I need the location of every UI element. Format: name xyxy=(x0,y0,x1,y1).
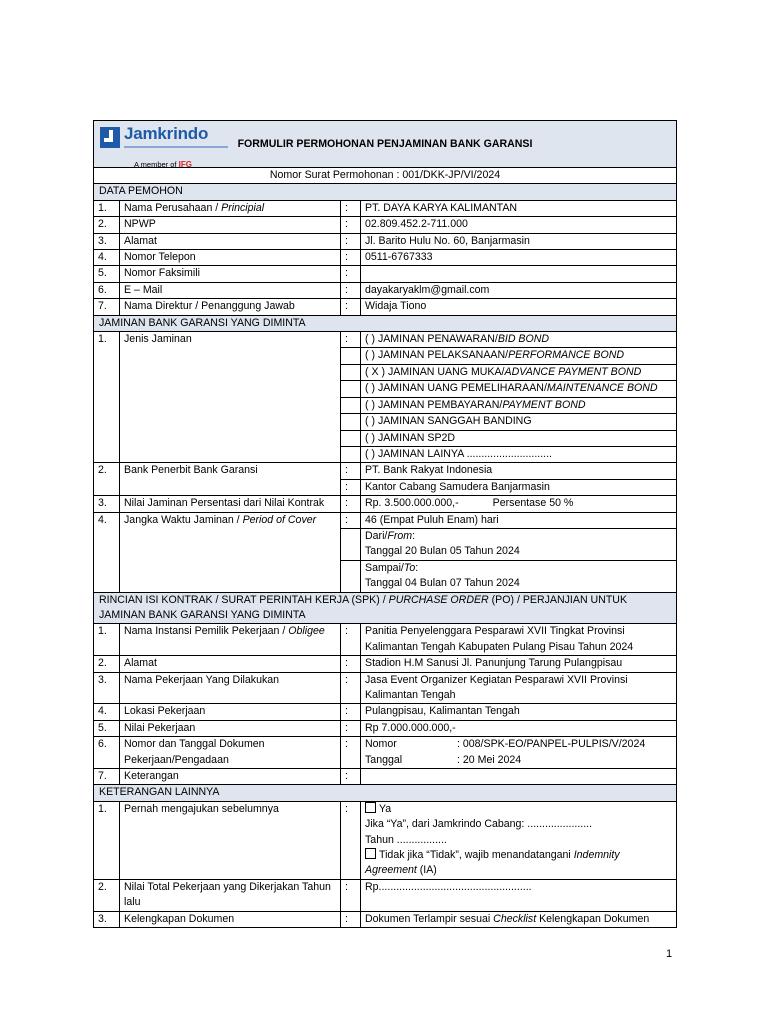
field-value[interactable]: Jasa Event Organizer Kegiatan Pesparawi XVII Provinsi Kalimantan Tengah xyxy=(361,672,677,704)
colon: : xyxy=(341,463,361,479)
colon: : xyxy=(341,737,361,769)
section-rincian xyxy=(94,592,677,624)
field-value[interactable] xyxy=(361,737,677,769)
table-row xyxy=(94,720,677,736)
table-row xyxy=(94,704,677,720)
table-row xyxy=(94,656,677,672)
field-value[interactable]: Dokumen Terlampir sesuai Checklist Kelengkapan Dokumen xyxy=(361,911,677,927)
field-value[interactable]: Pulangpisau, Kalimantan Tengah xyxy=(361,704,677,720)
section-keterangan xyxy=(94,785,677,801)
colon-empty xyxy=(341,446,361,462)
colon-empty xyxy=(341,414,361,430)
field-label: Nomor dan Tanggal Dokumen Pekerjaan/Pengadaan xyxy=(120,737,341,769)
row-number: 3. xyxy=(94,911,120,927)
colon-empty xyxy=(341,381,361,397)
colon: : xyxy=(341,720,361,736)
colon: : xyxy=(341,656,361,672)
row-number: 7. xyxy=(94,769,120,785)
field-label: Alamat xyxy=(120,233,341,249)
persentase-value: Persentase 50 % xyxy=(492,497,574,510)
section-data-pemohon xyxy=(94,184,677,200)
row-number: 1. xyxy=(94,332,120,463)
field-label: Nomor Faksimili xyxy=(120,266,341,282)
tidak-option[interactable]: Tidak jika “Tidak”, wajib menandatangani Indemnity Agreement (IA) xyxy=(365,849,620,877)
colon: : xyxy=(341,911,361,927)
tanggal-line: Tanggal : 20 Mei 2024 xyxy=(365,753,522,766)
jaminan-option[interactable]: ( ) JAMINAN PEMBAYARAN/PAYMENT BOND xyxy=(361,397,677,413)
colon: : xyxy=(341,299,361,315)
section-title: KETERANGAN LAINNYA xyxy=(94,785,677,801)
field-label: NPWP xyxy=(120,217,341,233)
field-value[interactable]: dayakaryaklm@gmail.com xyxy=(361,282,677,298)
table-row xyxy=(94,200,677,216)
field-label: Alamat xyxy=(120,656,341,672)
table-row xyxy=(94,737,677,769)
row-number: 2. xyxy=(94,463,120,496)
field-label: Nama Pekerjaan Yang Dilakukan xyxy=(120,672,341,704)
table-row xyxy=(94,250,677,266)
field-label: Nilai Pekerjaan xyxy=(120,720,341,736)
colon: : xyxy=(341,624,361,656)
jaminan-option[interactable]: ( ) JAMINAN UANG PEMELIHARAAN/MAINTENANCE BOND xyxy=(361,381,677,397)
table-row xyxy=(94,233,677,249)
jaminan-option[interactable]: ( ) JAMINAN SANGGAH BANDING xyxy=(361,414,677,430)
nomor-surat-row xyxy=(94,168,677,184)
section-title: JAMINAN BANK GARANSI YANG DIMINTA xyxy=(94,315,677,331)
jaminan-option[interactable]: ( ) JAMINAN PELAKSANAAN/PERFORMANCE BOND xyxy=(361,348,677,364)
row-number: 2. xyxy=(94,217,120,233)
colon: : xyxy=(341,479,361,495)
field-label: Pernah mengajukan sebelumnya xyxy=(120,801,341,879)
table-row xyxy=(94,512,677,528)
colon-empty xyxy=(341,528,361,560)
field-label: Nama Direktur / Penanggung Jawab xyxy=(120,299,341,315)
table-row xyxy=(94,282,677,298)
row-number: 4. xyxy=(94,250,120,266)
colon-empty xyxy=(341,348,361,364)
row-number: 5. xyxy=(94,720,120,736)
row-number: 7. xyxy=(94,299,120,315)
tahun-line[interactable]: Tahun ................. xyxy=(365,833,447,846)
field-value[interactable]: Stadion H.M Sanusi Jl. Panunjung Tarung Pulangpisau xyxy=(361,656,677,672)
form-title: FORMULIR PERMOHONAN PENJAMINAN BANK GARANSI xyxy=(237,138,533,150)
field-label: Jangka Waktu Jaminan / Period of Cover xyxy=(120,512,341,592)
sampai-value[interactable]: Sampai/To: Tanggal 04 Bulan 07 Tahun 2024 xyxy=(361,560,677,592)
row-number: 2. xyxy=(94,879,120,911)
field-label: Nama Instansi Pemilik Pekerjaan / Obligee xyxy=(120,624,341,656)
field-value[interactable]: Widaja Tiono xyxy=(361,299,677,315)
colon: : xyxy=(341,266,361,282)
field-value[interactable] xyxy=(361,769,677,785)
field-value[interactable]: 46 (Empat Puluh Enam) hari xyxy=(361,512,677,528)
ifg-brand: IFG xyxy=(178,160,192,168)
field-label: Lokasi Pekerjaan xyxy=(120,704,341,720)
table-row xyxy=(94,879,677,911)
tidak-checkbox[interactable] xyxy=(365,848,376,859)
colon-empty xyxy=(341,397,361,413)
colon-empty xyxy=(341,560,361,592)
table-row xyxy=(94,496,677,512)
row-number: 6. xyxy=(94,737,120,769)
table-row xyxy=(94,332,677,348)
row-number: 4. xyxy=(94,704,120,720)
field-label: Nilai Jaminan Persentasi dari Nilai Kontrak xyxy=(120,496,341,512)
table-row xyxy=(94,463,677,479)
colon: : xyxy=(341,233,361,249)
row-number: 3. xyxy=(94,672,120,704)
colon: : xyxy=(341,512,361,528)
row-number: 6. xyxy=(94,282,120,298)
jika-ya-line[interactable]: Jika “Ya”, dari Jamkrindo Cabang: ...................... xyxy=(365,818,593,831)
field-value[interactable]: Rp.................................................... xyxy=(361,879,677,911)
colon: : xyxy=(341,879,361,911)
row-number: 4. xyxy=(94,512,120,592)
section-title: DATA PEMOHON xyxy=(94,184,677,200)
table-row xyxy=(94,624,677,656)
field-value[interactable]: PT. Bank Rakyat Indonesia xyxy=(361,463,677,479)
colon: : xyxy=(341,704,361,720)
row-number: 2. xyxy=(94,656,120,672)
colon: : xyxy=(341,769,361,785)
row-number: 5. xyxy=(94,266,120,282)
section-jaminan xyxy=(94,315,677,331)
field-value[interactable]: Rp. 3.500.000.000,- Persentase 50 % xyxy=(361,496,677,512)
table-row xyxy=(94,266,677,282)
dari-value[interactable]: Dari/From: Tanggal 20 Bulan 05 Tahun 2024 xyxy=(361,528,677,560)
field-value[interactable]: Jl. Barito Hulu No. 60, Banjarmasin xyxy=(361,233,677,249)
row-number: 1. xyxy=(94,200,120,216)
nomor-line: Nomor : 008/SPK-EO/PANPEL-PULPIS/V/2024 xyxy=(365,738,646,751)
colon: : xyxy=(341,250,361,266)
field-value[interactable]: Rp 7.000.000.000,- xyxy=(361,720,677,736)
field-label: Nomor Telepon xyxy=(120,250,341,266)
colon: : xyxy=(341,282,361,298)
jaminan-option[interactable]: ( ) JAMINAN LAINYA ............................. xyxy=(361,446,677,462)
field-value[interactable]: PT. DAYA KARYA KALIMANTAN xyxy=(361,200,677,216)
member-of-text: A member of xyxy=(134,160,177,168)
colon-empty xyxy=(341,430,361,446)
ya-option[interactable]: Ya xyxy=(365,802,672,817)
table-row xyxy=(94,217,677,233)
form-header-row xyxy=(94,121,677,168)
field-value[interactable] xyxy=(361,266,677,282)
application-form-table xyxy=(93,120,677,928)
form-header xyxy=(94,121,677,168)
row-number: 3. xyxy=(94,233,120,249)
field-label: Nama Perusahaan / Principial xyxy=(120,200,341,216)
colon: : xyxy=(341,217,361,233)
field-label: Keterangan xyxy=(120,769,341,785)
member-of-line xyxy=(134,157,192,168)
table-row xyxy=(94,299,677,315)
row-number: 3. xyxy=(94,496,120,512)
jaminan-option-selected[interactable]: ( X ) JAMINAN UANG MUKA/ADVANCE PAYMENT BOND xyxy=(361,364,677,380)
colon-empty xyxy=(341,364,361,380)
logo-text: Jamkrindo xyxy=(124,124,209,143)
jaminan-option[interactable]: ( ) JAMINAN PENAWARAN/BID BOND xyxy=(361,332,677,348)
colon: : xyxy=(341,496,361,512)
field-label: Nilai Total Pekerjaan yang Dikerjakan Tahun lalu xyxy=(120,879,341,911)
colon: : xyxy=(341,801,361,879)
colon: : xyxy=(341,672,361,704)
field-label: Bank Penerbit Bank Garansi xyxy=(120,463,341,496)
row-number: 1. xyxy=(94,801,120,879)
field-label: Kelengkapan Dokumen xyxy=(120,911,341,927)
ya-checkbox[interactable] xyxy=(365,802,376,813)
table-row xyxy=(94,911,677,927)
field-value xyxy=(361,801,677,879)
field-label: E – Mail xyxy=(120,282,341,298)
field-value[interactable]: Kantor Cabang Samudera Banjarmasin xyxy=(361,479,677,495)
colon: : xyxy=(341,332,361,348)
table-row xyxy=(94,801,677,879)
jaminan-option[interactable]: ( ) JAMINAN SP2D xyxy=(361,430,677,446)
section-title: RINCIAN ISI KONTRAK / SURAT PERINTAH KERJA (SPK) / PURCHASE ORDER (PO) / PERJANJIAN UNTUK JAMINAN BANK GARANSI YANG DIMINTA xyxy=(94,592,677,624)
field-value[interactable]: 0511-6767333 xyxy=(361,250,677,266)
table-row xyxy=(94,672,677,704)
field-value[interactable]: Panitia Penyelenggara Pesparawi XVII Tingkat Provinsi Kalimantan Tengah Kabupaten Pulang Pisau Tahun 2024 xyxy=(361,624,677,656)
colon: : xyxy=(341,200,361,216)
row-number: 1. xyxy=(94,624,120,656)
nomor-surat: Nomor Surat Permohonan : 001/DKK-JP/VI/2024 xyxy=(94,168,677,184)
field-value[interactable]: 02.809.452.2-711.000 xyxy=(361,217,677,233)
page-number: 1 xyxy=(666,948,673,960)
field-label: Jenis Jaminan xyxy=(120,332,341,463)
table-row xyxy=(94,769,677,785)
